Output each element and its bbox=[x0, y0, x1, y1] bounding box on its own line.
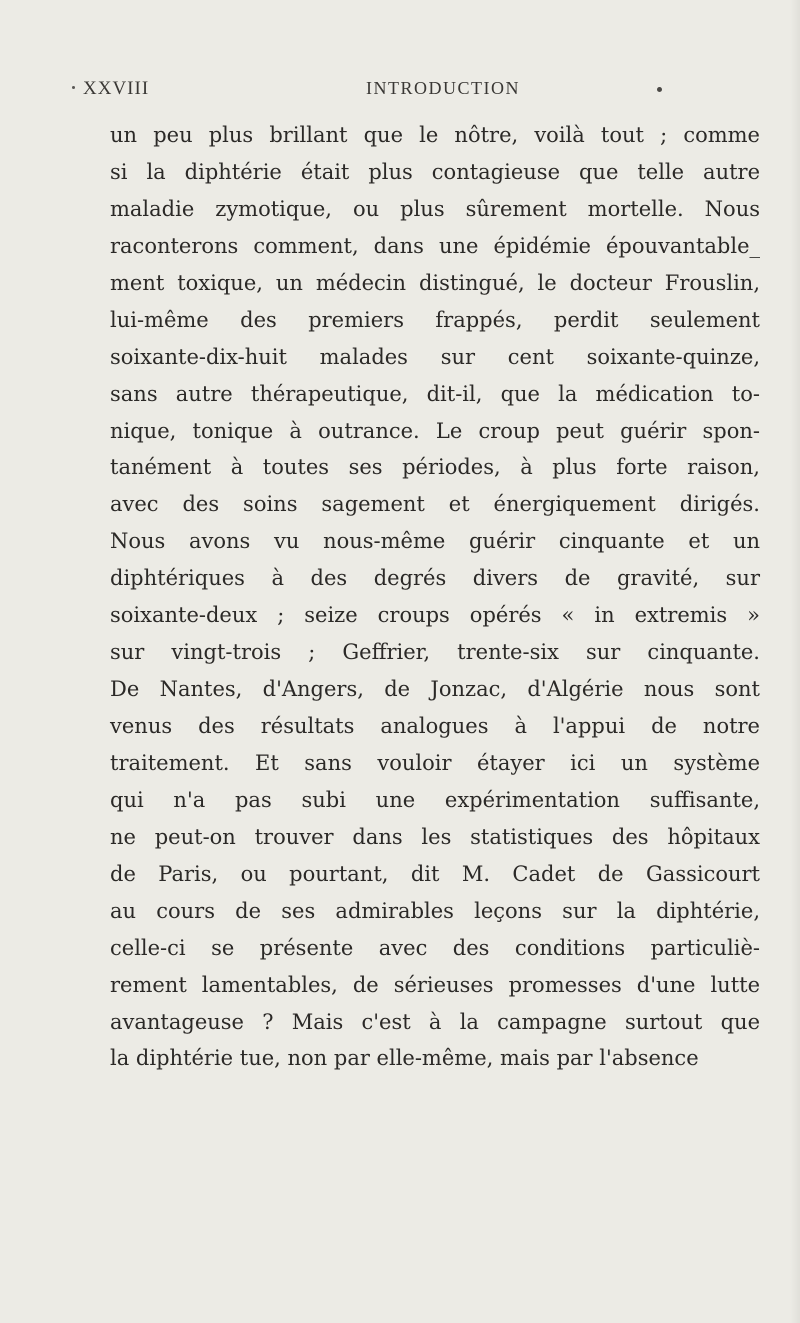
text-line: un peu plus brillant que le nôtre, voilà tout ; comme bbox=[110, 123, 760, 147]
body-text bbox=[110, 117, 760, 1077]
text-line: ment toxique, un médecin distingué, le docteur Frouslin, bbox=[110, 270, 760, 295]
text-line: traitement. Et sans vouloir étayer ici un système bbox=[110, 750, 760, 775]
text-line: maladie zymotique, ou plus sûrement mortelle. Nous bbox=[110, 196, 760, 221]
text-line: ne peut-on trouver dans les statistiques des hôpitaux bbox=[110, 824, 760, 849]
text-line: la diphtérie tue, non par elle-même, mais par l'absence bbox=[110, 1046, 699, 1071]
text-line: nique, tonique à outrance. Le croup peut guérir spon- bbox=[110, 418, 760, 443]
page-edge-shadow bbox=[790, 0, 800, 1323]
text-line: de Paris, ou pourtant, dit M. Cadet de Gassicourt bbox=[110, 861, 760, 886]
text-line: celle-ci se présente avec des conditions particuliè- bbox=[110, 935, 760, 960]
text-line: Nous avons vu nous-même guérir cinquante et un bbox=[110, 529, 760, 554]
page-folio: XXVIII bbox=[83, 78, 150, 99]
running-title: INTRODUCTION bbox=[366, 78, 520, 98]
text-line: tanément à toutes ses périodes, à plus forte raison, bbox=[110, 455, 760, 480]
text-line: lui-même des premiers frappés, perdit seulement bbox=[110, 307, 760, 332]
text-line: venus des résultats analogues à l'appui de notre bbox=[110, 714, 760, 738]
text-line: De Nantes, d'Angers, de Jonzac, d'Algérie nous sont bbox=[110, 677, 760, 702]
text-line: si la diphtérie était plus contagieuse que telle autre bbox=[110, 159, 760, 184]
header-bullet-mark bbox=[657, 87, 662, 92]
text-line: avantageuse ? Mais c'est à la campagne surtout que bbox=[110, 1009, 760, 1034]
text-line: diphtériques à des degrés divers de gravité, sur bbox=[110, 566, 760, 591]
text-line: sans autre thérapeutique, dit-il, que la médication to- bbox=[110, 381, 760, 406]
text-line: soixante-dix-huit malades sur cent soixante-quinze, bbox=[110, 344, 760, 369]
text-line: sur vingt-trois ; Geffrier, trente-six sur cinquante. bbox=[110, 640, 760, 665]
folio-dot-mark bbox=[72, 86, 75, 89]
text-line: rement lamentables, de sérieuses promesses d'une lutte bbox=[110, 972, 760, 997]
running-header bbox=[0, 78, 800, 108]
text-line: qui n'a pas subi une expérimentation suffisante, bbox=[110, 787, 760, 812]
text-line: soixante-deux ; seize croups opérés « in extremis » bbox=[110, 603, 760, 628]
text-line: au cours de ses admirables leçons sur la diphtérie, bbox=[110, 898, 760, 923]
text-line: avec des soins sagement et énergiquement dirigés. bbox=[110, 492, 760, 517]
text-line: raconterons comment, dans une épidémie épouvantable_ bbox=[110, 233, 760, 258]
